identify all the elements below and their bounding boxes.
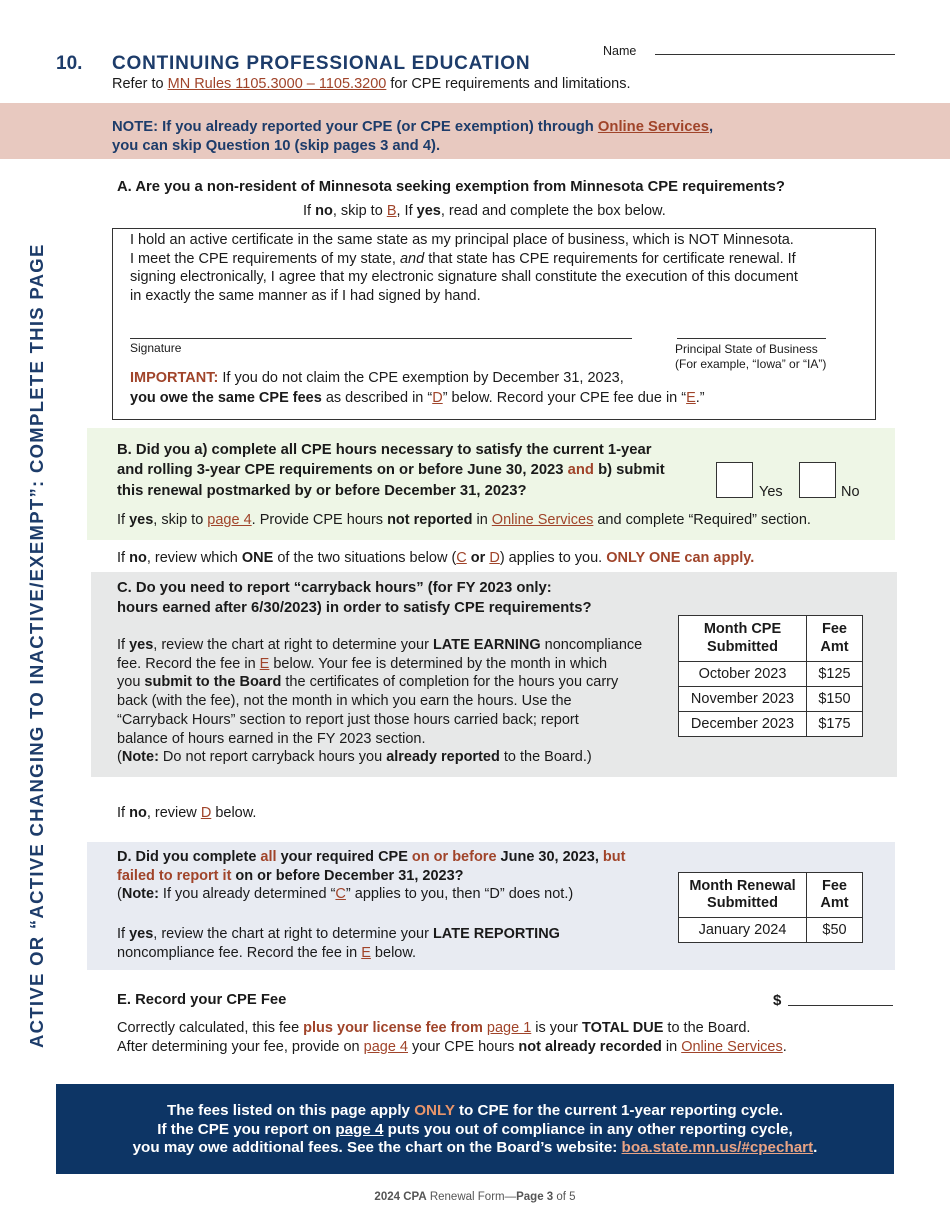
important-line-1 <box>130 369 705 389</box>
fee-column-header: Fee Amt <box>807 616 863 662</box>
section-number: 10. <box>56 53 83 74</box>
section-e-title: E. Record your CPE Fee <box>117 992 287 1008</box>
cpe-fee-field[interactable] <box>788 1005 893 1006</box>
note-line-1-suffix: , <box>708 119 714 135</box>
b-yes-label: Yes <box>759 484 783 500</box>
text-bold: June 30, 2023, <box>496 849 603 865</box>
text-bold: no <box>315 203 333 219</box>
text-bold: ONE <box>241 550 274 566</box>
b-question-line-3: this renewal postmarked by or before December 31, 2023? <box>117 482 527 499</box>
d-note <box>117 885 625 904</box>
text-bold: Note: <box>121 886 159 903</box>
link-section-c[interactable]: C <box>456 550 467 566</box>
online-services-link[interactable]: Online Services <box>681 1038 783 1055</box>
page-4-link[interactable]: page 4 <box>335 1120 384 1138</box>
table-header-row <box>679 616 863 662</box>
text: noncompliance <box>540 637 643 653</box>
link-section-d[interactable]: D <box>432 389 443 406</box>
section-d-body <box>117 925 560 962</box>
form-name: 2024 CPA <box>374 1191 427 1203</box>
section-a-question: A. Are you a non-resident of Minnesota seeking exemption from Minnesota CPE requirements? <box>117 179 785 195</box>
signature-field[interactable] <box>130 338 632 339</box>
month-column-header: Month Renewal Submitted <box>679 873 807 918</box>
section-c-body <box>117 636 667 767</box>
signature-label: Signature <box>130 341 182 355</box>
text-bold: D. Did you complete <box>117 849 261 865</box>
text: If the CPE you report on <box>157 1120 336 1138</box>
c-line: “Carryback Hours” section to report just those hours carried back; report <box>117 711 579 728</box>
text-italic: and <box>399 250 425 267</box>
state-label-line-1: Principal State of Business <box>675 342 818 356</box>
text: If <box>117 926 130 942</box>
b-yes-instruction <box>117 511 811 530</box>
month-cell: October 2023 <box>679 662 807 687</box>
text: ” applies to you, then “D” does not.) <box>345 886 574 903</box>
fee-column-header: Fee Amt <box>807 873 863 918</box>
text: below. Your fee is determined by the month in which <box>269 655 608 672</box>
text-bold: not reported <box>387 512 473 528</box>
exemption-line-4: in exactly the same manner as if I had signed by hand. <box>130 287 481 304</box>
text-bold: yes <box>416 203 441 219</box>
text: If <box>303 203 316 219</box>
d-question-line-1 <box>117 848 625 867</box>
text: If <box>117 805 130 821</box>
text-bold: on or before December 31, 2023? <box>231 867 464 884</box>
page-number: Page 3 <box>516 1191 554 1203</box>
link-section-b[interactable]: B <box>386 203 397 219</box>
c-note <box>117 748 667 767</box>
text: that state has CPE requirements for certificate renewal. If <box>424 250 796 267</box>
section-d-question <box>117 848 625 904</box>
text: as described in “ <box>321 389 433 406</box>
fee-notice-text <box>56 1102 894 1158</box>
b-no-label: No <box>841 484 860 500</box>
dollar-sign: $ <box>773 992 782 1009</box>
link-section-e[interactable]: E <box>361 944 371 961</box>
text-bold: LATE REPORTING <box>432 926 560 942</box>
cpe-chart-link[interactable]: boa.state.mn.us/#cpechart <box>621 1139 814 1157</box>
text: below. <box>211 805 257 821</box>
text-bold: TOTAL DUE <box>582 1020 664 1036</box>
page-4-link[interactable]: page 4 <box>207 512 252 528</box>
text: ) applies to you. <box>499 550 607 566</box>
text: Do not report carryback hours you <box>158 749 387 766</box>
link-section-d[interactable]: D <box>489 550 500 566</box>
fee-notice-line-3 <box>56 1139 894 1158</box>
c-question-line-1: C. Do you need to report “carryback hours” (for FY 2023 only: <box>117 580 552 596</box>
text: If you already determined “ <box>158 886 336 903</box>
text: . <box>813 1139 818 1157</box>
b-question-line-2 <box>117 460 665 480</box>
text-bold: submit to the Board <box>144 674 282 691</box>
page-footer <box>0 1190 950 1205</box>
name-label: Name <box>603 44 637 58</box>
important-notice <box>130 369 705 408</box>
text: , skip to <box>332 203 387 219</box>
text: to CPE for the current 1-year reporting cycle. <box>454 1102 784 1119</box>
text: , review <box>146 805 201 821</box>
e-line-2 <box>117 1038 787 1057</box>
text: of 5 <box>553 1191 576 1203</box>
refer-suffix: for CPE requirements and limitations. <box>386 76 631 92</box>
b-yes-checkbox[interactable] <box>716 462 753 498</box>
table-header-row <box>679 873 863 918</box>
important-label: IMPORTANT: <box>130 370 219 386</box>
text: , skip to <box>153 512 208 528</box>
c-line: balance of hours earned in the FY 2023 section. <box>117 730 426 747</box>
text: , review which <box>146 550 242 566</box>
text-bold: no <box>129 805 147 821</box>
c-line: back (with the fee), not the month in which you earn the hours. Use the <box>117 693 572 710</box>
link-section-c[interactable]: C <box>335 886 346 903</box>
text: is your <box>531 1020 583 1036</box>
table-row <box>679 918 863 943</box>
fee-notice-line-2 <box>56 1121 894 1140</box>
text: The fees listed on this page apply <box>166 1102 415 1119</box>
text: below. <box>370 944 417 961</box>
refer-line <box>112 75 631 94</box>
section-b-question <box>117 440 665 501</box>
e-line-1 <box>117 1019 787 1038</box>
principal-state-label <box>675 342 826 372</box>
note-line-2: you can skip Question 10 (skip pages 3 and 4). <box>112 138 441 155</box>
page-1-link[interactable]: page 1 <box>486 1020 532 1036</box>
text-accent: ONLY <box>414 1102 455 1119</box>
note-line-1 <box>112 118 713 137</box>
text-bold: already reported <box>386 749 500 766</box>
text: b) submit <box>593 462 665 479</box>
b-question-line-1: B. Did you a) complete all CPE hours necessary to satisfy the current 1-year <box>117 442 652 458</box>
text-bold: yes <box>129 512 154 528</box>
text: ” below. Record your CPE fee due in “ <box>442 389 687 406</box>
state-label-line-2: (For example, “Iowa” or “IA”) <box>675 357 827 371</box>
text-accent: and <box>567 462 594 479</box>
link-section-d[interactable]: D <box>200 805 212 821</box>
table-row <box>679 662 863 687</box>
c-no-instruction <box>117 804 256 823</box>
text-bold: your required CPE <box>276 849 412 865</box>
c-question-line-2: hours earned after 6/30/2023) in order to satisfy CPE requirements? <box>117 599 592 616</box>
sidebar-vertical-label: ACTIVE OR “ACTIVE CHANGING TO INACTIVE/EXEMPT”: COMPLETE THIS PAGE <box>26 243 47 1048</box>
text: If <box>117 550 130 566</box>
text-bold: LATE EARNING <box>432 637 541 653</box>
online-services-link[interactable]: Online Services <box>491 512 594 528</box>
note-line-1-text: NOTE: If you already reported your CPE (or CPE exemption) through <box>112 119 598 135</box>
text: your CPE hours <box>408 1038 519 1055</box>
table-row <box>679 712 863 737</box>
exemption-statement <box>130 231 860 305</box>
fee-cell: $50 <box>807 918 863 943</box>
refer-prefix: Refer to <box>112 76 168 92</box>
fee-cell: $125 <box>807 662 863 687</box>
text: After determining your fee, provide on <box>117 1038 364 1055</box>
link-section-e[interactable]: E <box>686 389 696 406</box>
text-bold: Note: <box>121 749 159 766</box>
text: you may owe additional fees. See the chart on the Board’s website: <box>132 1139 622 1157</box>
text: and rolling 3-year CPE requirements on or before June 30, 2023 <box>117 462 568 479</box>
text: in <box>472 512 492 528</box>
exemption-line-2 <box>130 250 860 269</box>
page-4-link[interactable]: page 4 <box>363 1038 408 1055</box>
b-no-instruction <box>117 549 754 568</box>
text-accent-bold: but <box>602 849 626 865</box>
text: . Provide CPE hours <box>251 512 388 528</box>
text: noncompliance fee. Record the fee in <box>117 944 362 961</box>
fee-notice-line-1 <box>56 1102 894 1121</box>
text: , review the chart at right to determine your <box>153 926 433 942</box>
c-line <box>117 673 667 692</box>
online-services-link[interactable]: Online Services <box>597 119 709 135</box>
text-bold: no <box>129 550 147 566</box>
text: you <box>117 674 145 691</box>
text: If <box>117 637 130 653</box>
text: Correctly calculated, this fee <box>117 1020 304 1036</box>
exemption-line-3: signing electronically, I agree that my electronic signature shall constitute the execution of this document <box>130 269 798 286</box>
text: , read and complete the box below. <box>440 203 666 219</box>
principal-state-field[interactable] <box>677 338 826 339</box>
important-line-2 <box>130 389 705 409</box>
text-accent-bold: ONLY ONE can apply. <box>606 550 755 566</box>
table-row <box>679 687 863 712</box>
month-cell: December 2023 <box>679 712 807 737</box>
text: to the Board.) <box>499 749 592 766</box>
text-accent-bold: all <box>260 849 277 865</box>
section-e-body <box>117 1019 787 1057</box>
month-cell: November 2023 <box>679 687 807 712</box>
late-reporting-fee-table <box>678 872 863 943</box>
text: .” <box>695 389 705 406</box>
fee-cell: $175 <box>807 712 863 737</box>
text-accent-bold: plus your license fee from <box>303 1020 483 1036</box>
text-bold: yes <box>129 926 154 942</box>
c-line <box>117 636 667 655</box>
text: If <box>117 512 130 528</box>
text: . <box>782 1038 787 1055</box>
mn-rules-link[interactable]: MN Rules 1105.3000 – 1105.3200 <box>167 76 387 92</box>
text-accent-bold: on or before <box>411 849 497 865</box>
text: If you do not claim the CPE exemption by December 31, 2023, <box>218 370 624 386</box>
month-column-header: Month CPE Submitted <box>679 616 807 662</box>
d-line <box>117 925 560 944</box>
late-earning-fee-table <box>678 615 863 737</box>
note-text <box>112 118 713 156</box>
text: fee. Record the fee in <box>117 655 260 672</box>
text-bold: yes <box>129 637 154 653</box>
text: in <box>661 1038 682 1055</box>
text: Renewal Form— <box>426 1191 517 1203</box>
text-accent-bold: failed to report it <box>117 867 232 884</box>
b-no-checkbox[interactable] <box>799 462 836 498</box>
exemption-line-1: I hold an active certificate in the same state as my principal place of business, which is NOT Minnesota. <box>130 232 794 248</box>
link-section-e[interactable]: E <box>259 655 270 672</box>
text-bold: or <box>466 550 490 566</box>
text: and complete “Required” section. <box>593 512 811 528</box>
name-field[interactable] <box>655 54 895 55</box>
d-line <box>117 944 560 963</box>
text: I meet the CPE requirements of my state, <box>130 250 400 267</box>
month-cell: January 2024 <box>679 918 807 943</box>
text: to the Board. <box>663 1020 751 1036</box>
text-bold: not already recorded <box>518 1038 662 1055</box>
text: of the two situations below ( <box>273 550 457 566</box>
d-question-line-2 <box>117 867 625 886</box>
fee-cell: $150 <box>807 687 863 712</box>
text: puts you out of compliance in any other reporting cycle, <box>383 1120 793 1138</box>
text: , review the chart at right to determine your <box>153 637 433 653</box>
text: the certificates of completion for the hours you carry <box>281 674 619 691</box>
section-a-skip-instruction <box>303 202 666 221</box>
text: ( <box>117 886 122 903</box>
text-bold: you owe the same CPE fees <box>130 389 322 406</box>
text: , If <box>396 203 417 219</box>
text: ( <box>117 749 122 766</box>
section-c-question <box>117 579 591 619</box>
c-line <box>117 655 667 674</box>
section-title: CONTINUING PROFESSIONAL EDUCATION <box>112 53 531 74</box>
